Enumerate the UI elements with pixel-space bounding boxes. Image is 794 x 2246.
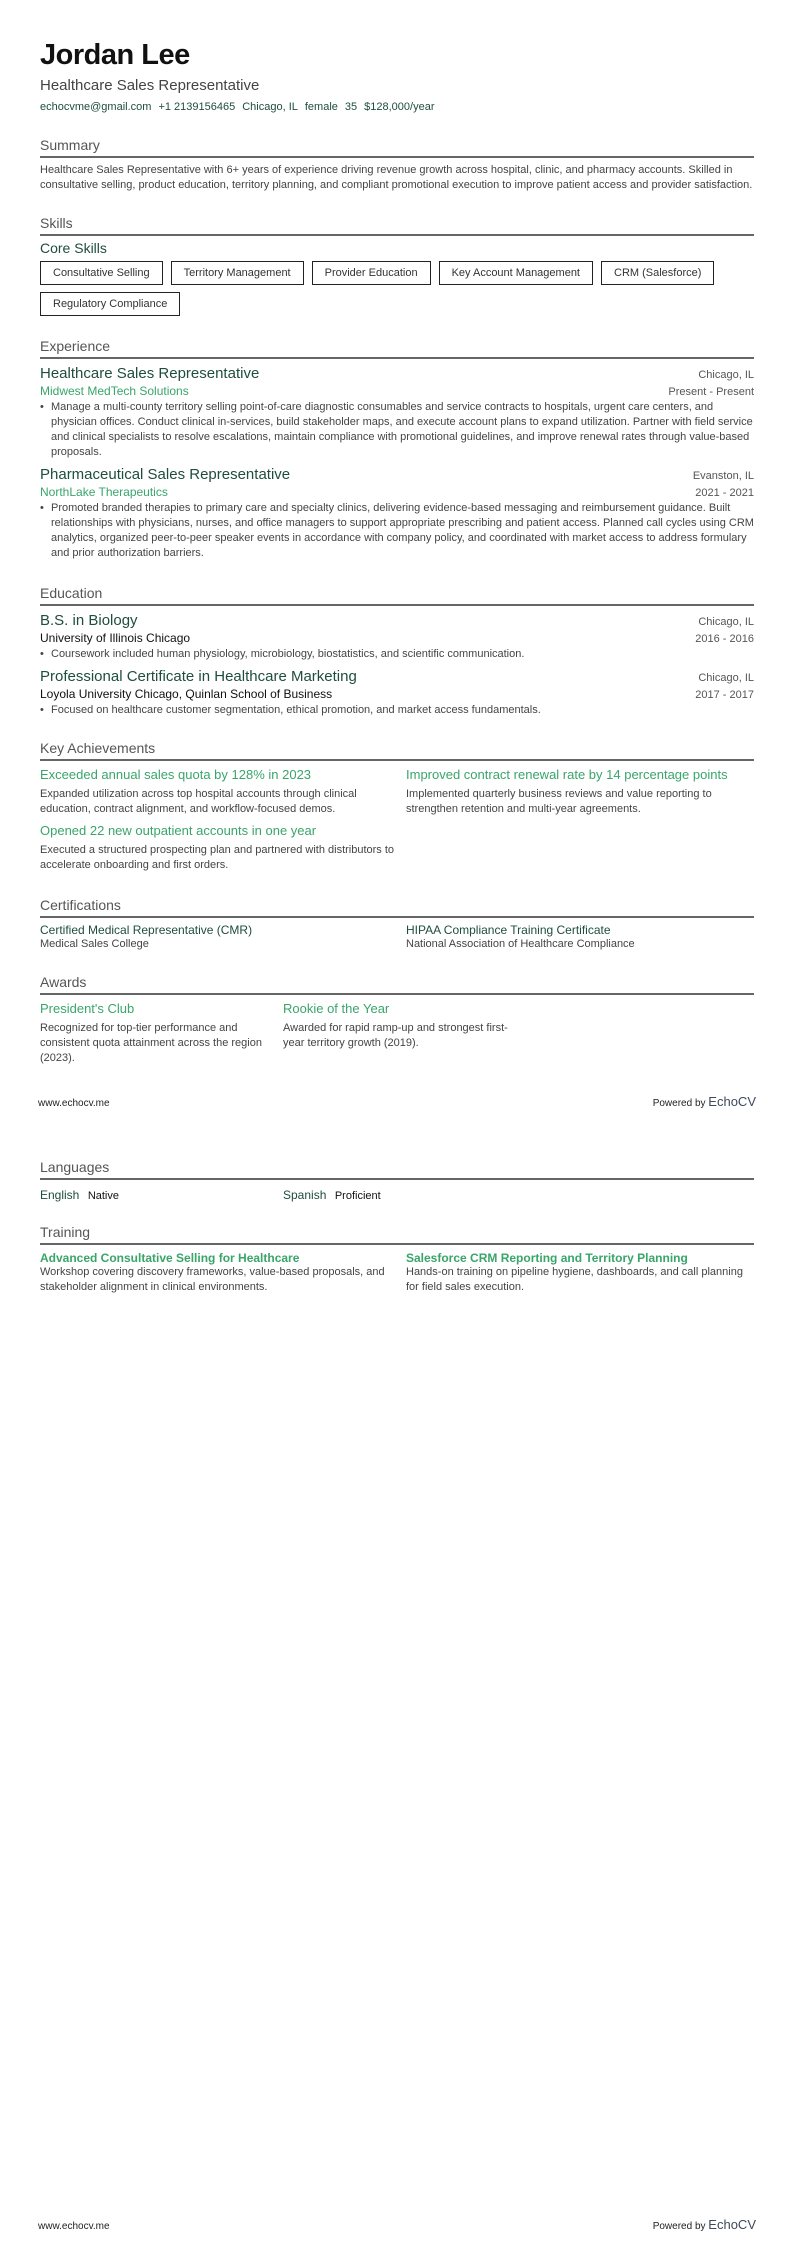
education-bullet: • Coursework included human physiology, microbiology, biostatistics, and scientific communication. <box>40 647 754 662</box>
award-item <box>283 995 523 1066</box>
certification-name: Certified Medical Representative (CMR) <box>40 923 253 937</box>
phone[interactable]: +1 2139156465 <box>158 101 236 113</box>
echocv-brand[interactable]: EchoCV <box>708 1094 756 1109</box>
awards-list <box>40 995 754 1066</box>
candidate-name: Jordan Lee <box>40 39 190 71</box>
award-item <box>40 995 280 1066</box>
page-footer <box>38 1094 756 1109</box>
summary-text: Healthcare Sales Representative with 6+ years of experience driving revenue growth across hospital, clinic, and pharmacy accounts. Skilled in consultative selling, product education, territory planning, and compliant promotional execution to improve patient access and provider satisfaction. <box>40 164 753 191</box>
degree: Professional Certificate in Healthcare Marketing <box>40 668 357 685</box>
training-item <box>40 1251 400 1295</box>
section-heading-languages: Languages <box>40 1159 754 1180</box>
section-heading-training: Training <box>40 1224 754 1245</box>
skill-chip: Consultative Selling <box>40 261 163 285</box>
school-name: University of Illinois Chicago <box>40 631 191 645</box>
section-heading-skills: Skills <box>40 215 754 236</box>
education-dates: 2017 - 2017 <box>695 689 754 701</box>
award-desc: Awarded for rapid ramp-up and strongest first-year territory growth (2019). <box>283 1022 508 1049</box>
section-heading-education: Education <box>40 585 754 606</box>
certification-item <box>40 923 400 952</box>
language-name: English <box>40 1188 80 1202</box>
achievements-list <box>40 761 754 873</box>
job-title: Pharmaceutical Sales Representative <box>40 466 291 483</box>
award-desc: Recognized for top-tier performance and consistent quota attainment across the region (2023). <box>40 1022 262 1064</box>
skills-list <box>40 261 754 316</box>
education-dates: 2016 - 2016 <box>695 633 754 645</box>
skill-chip: Regulatory Compliance <box>40 292 180 316</box>
salary: $128,000/year <box>364 101 435 113</box>
powered-by-label: Powered by <box>652 1098 706 1109</box>
section-heading-experience: Experience <box>40 338 754 359</box>
certification-item <box>406 923 754 952</box>
skill-group-title: Core Skills <box>40 240 107 256</box>
certifications-list <box>40 923 754 952</box>
contact-info <box>40 101 754 113</box>
education-entry <box>40 612 754 662</box>
language-level: Native <box>87 1190 119 1202</box>
achievement-desc: Executed a structured prospecting plan and partnered with distributors to accelerate onboarding and first orders. <box>40 844 395 871</box>
page-2 <box>0 1123 794 2246</box>
gender: female <box>304 101 338 113</box>
job-dates: 2021 - 2021 <box>695 487 754 499</box>
job-bullet: • Promoted branded therapies to primary care and specialty clinics, delivering evidence-based messaging and reimbursement guidance. Built relationships with physicians, nurses, and office managers to support appropriate prescribing and patient access. Planned call cycles using CRM analytics, organized peer-to-peer speaker events in accordance with company policy, and coordinated with market access to address formulary and prior authorization barriers. <box>40 501 754 561</box>
echocv-brand[interactable]: EchoCV <box>708 2217 756 2232</box>
language-item <box>283 1186 754 1204</box>
certification-issuer: National Association of Healthcare Compliance <box>406 938 635 950</box>
achievement-title: Exceeded annual sales quota by 128% in 2023 <box>40 767 312 782</box>
footer-site-link[interactable]: www.echocv.me <box>38 2221 110 2232</box>
training-desc: Workshop covering discovery frameworks, value-based proposals, and stakeholder alignment in clinical environments. <box>40 1266 385 1293</box>
achievement-item <box>40 761 400 817</box>
education-entry <box>40 668 754 718</box>
job-title: Healthcare Sales Representative <box>40 365 260 382</box>
training-title: Salesforce CRM Reporting and Territory Planning <box>406 1251 688 1265</box>
skill-chip: Provider Education <box>312 261 431 285</box>
section-heading-certifications: Certifications <box>40 897 754 918</box>
education-location: Chicago, IL <box>698 616 754 628</box>
location: Chicago, IL <box>242 101 298 113</box>
training-title: Advanced Consultative Selling for Healthcare <box>40 1251 300 1265</box>
training-desc: Hands-on training on pipeline hygiene, dashboards, and call planning for field sales execution. <box>406 1266 743 1293</box>
job-dates: Present - Present <box>668 386 754 398</box>
achievement-title: Opened 22 new outpatient accounts in one year <box>40 823 317 838</box>
award-title: President's Club <box>40 1001 135 1016</box>
achievement-desc: Expanded utilization across top hospital accounts through clinical education, contract alignment, and workflow-focused demos. <box>40 788 357 815</box>
award-title: Rookie of the Year <box>283 1001 390 1016</box>
language-name: Spanish <box>283 1188 327 1202</box>
company-name: Midwest MedTech Solutions <box>40 384 189 398</box>
company-name: NorthLake Therapeutics <box>40 485 168 499</box>
page-footer <box>38 2217 756 2232</box>
languages-list <box>40 1186 754 1204</box>
education-bullet: • Focused on healthcare customer segmentation, ethical promotion, and market access fundamentals. <box>40 703 754 718</box>
job-location: Evanston, IL <box>692 470 754 482</box>
school-name: Loyola University Chicago, Quinlan School of Business <box>40 687 333 701</box>
job-bullet: • Manage a multi-county territory selling point-of-care diagnostic consumables and service contracts to hospitals, urgent care centers, and physician offices. Conduct clinical in-services, build stakeholder maps, and execute account plans to expand utilization. Partner with field service and clinical specialists to resolve escalations, maintain compliance with promotional guidelines, and improve renewal rates through value-based proposals. <box>40 400 754 460</box>
email[interactable]: echocvme@gmail.com <box>40 101 152 113</box>
certification-issuer: Medical Sales College <box>40 938 149 950</box>
achievement-title: Improved contract renewal rate by 14 percentage points <box>406 767 728 782</box>
skill-chip: CRM (Salesforce) <box>601 261 714 285</box>
job-entry <box>40 365 754 460</box>
degree: B.S. in Biology <box>40 612 138 629</box>
training-item <box>406 1251 754 1295</box>
achievement-item <box>40 817 400 873</box>
footer-site-link[interactable]: www.echocv.me <box>38 1098 110 1109</box>
section-heading-achievements: Key Achievements <box>40 740 754 761</box>
section-heading-summary: Summary <box>40 137 754 158</box>
achievement-item <box>406 761 754 817</box>
certification-name: HIPAA Compliance Training Certificate <box>406 923 611 937</box>
training-list <box>40 1251 754 1295</box>
education-location: Chicago, IL <box>698 672 754 684</box>
skill-chip: Key Account Management <box>439 261 593 285</box>
language-item <box>40 1186 283 1204</box>
job-entry <box>40 466 754 561</box>
powered-by-label: Powered by <box>652 2221 706 2232</box>
job-location: Chicago, IL <box>698 369 754 381</box>
skill-chip: Territory Management <box>171 261 304 285</box>
candidate-title: Healthcare Sales Representative <box>40 77 260 94</box>
achievement-desc: Implemented quarterly business reviews and value reporting to strengthen retention and multi-year agreements. <box>406 788 712 815</box>
age: 35 <box>344 101 358 113</box>
section-heading-awards: Awards <box>40 974 754 995</box>
language-level: Proficient <box>334 1190 381 1202</box>
